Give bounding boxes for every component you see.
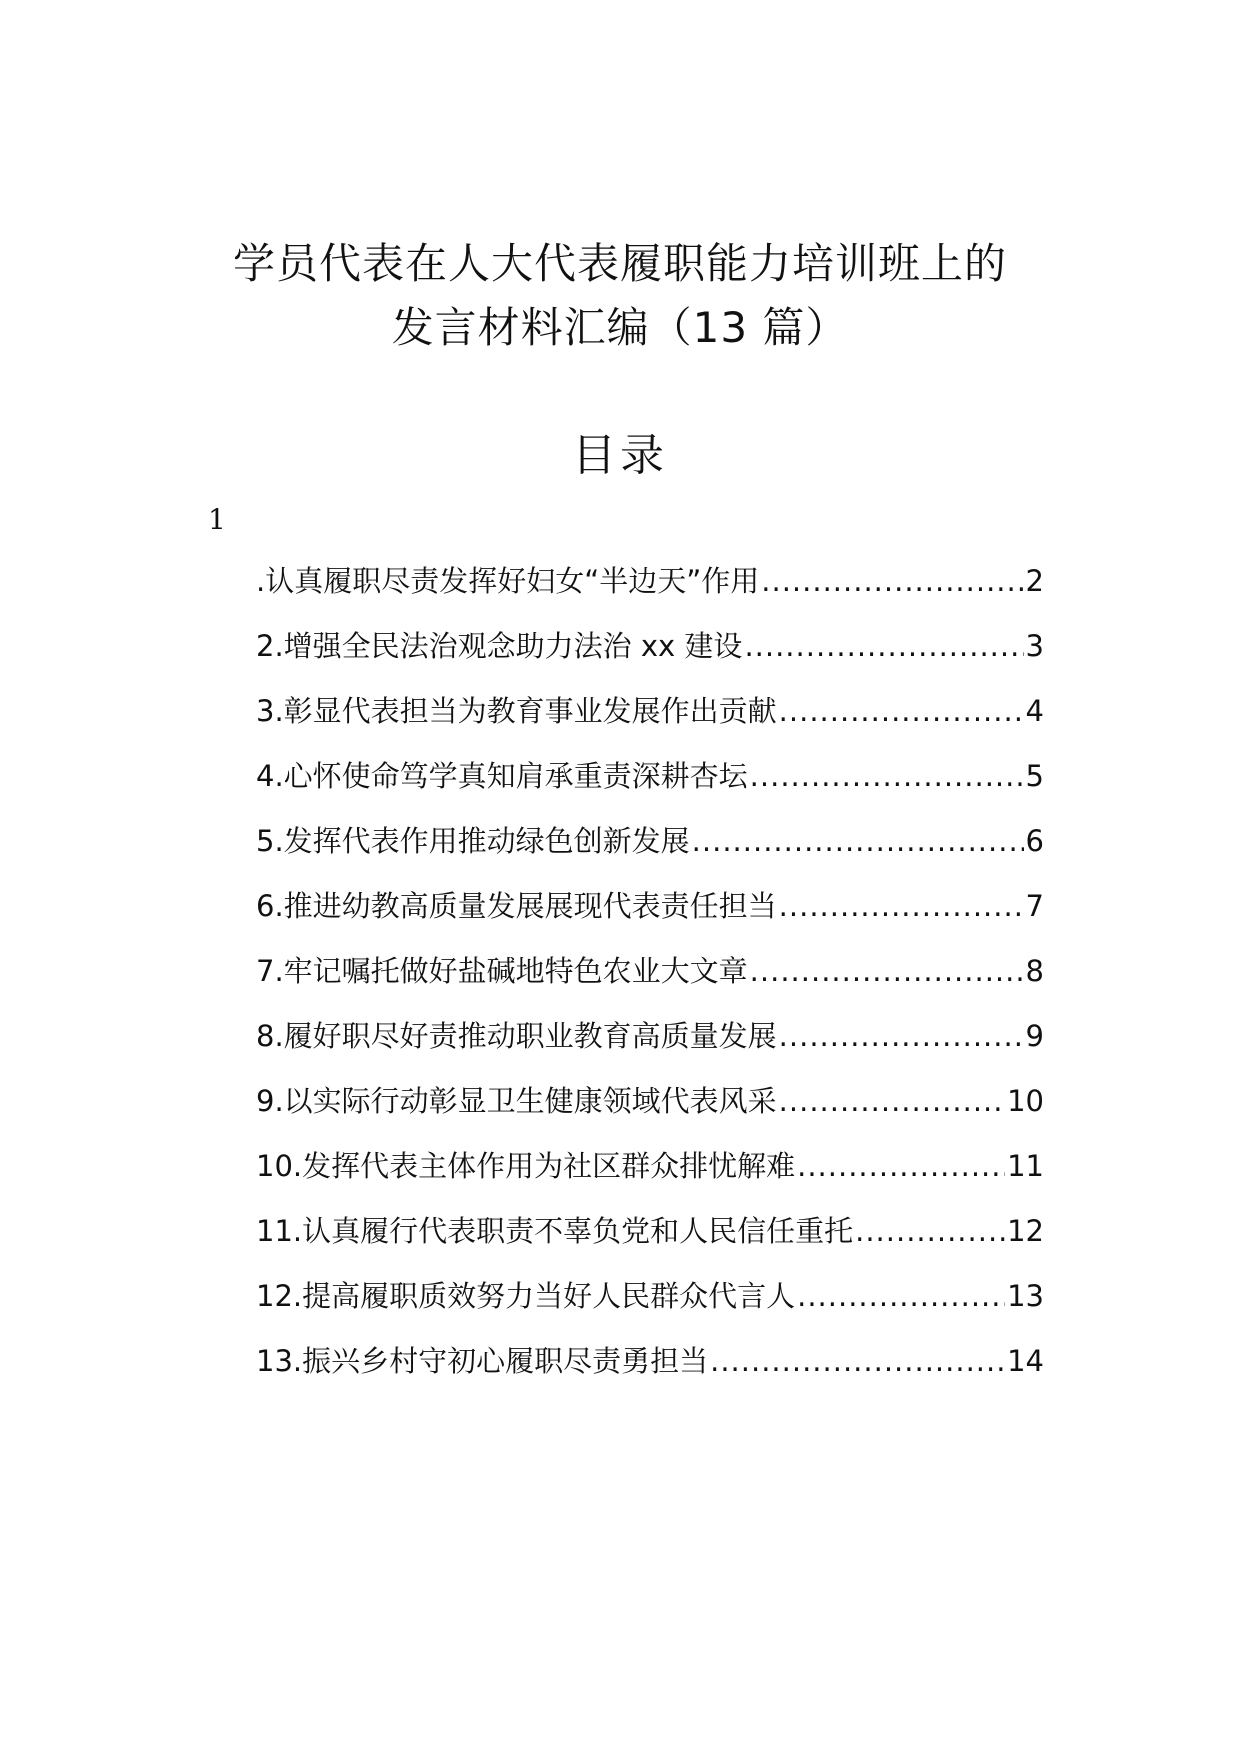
toc-leader-dots <box>750 950 1024 992</box>
toc-heading: 目录 <box>572 430 668 481</box>
toc-entry-title: 3.彰显代表担当为教育事业发展作出贡献 <box>256 694 777 728</box>
toc-entry[interactable] <box>256 1015 1044 1080</box>
toc-entry[interactable] <box>256 690 1044 755</box>
stray-page-number: 1 <box>208 503 226 536</box>
toc-leader-dots <box>797 1275 1005 1317</box>
toc-entry[interactable] <box>256 1080 1044 1145</box>
title-line-2: 发言材料汇编（13 篇） <box>391 303 849 352</box>
toc-entry-page: 2 <box>1025 564 1044 598</box>
toc-leader-dots <box>750 755 1024 797</box>
toc-entry[interactable] <box>256 755 1044 820</box>
toc-entry[interactable] <box>256 950 1044 1015</box>
toc-leader-dots <box>779 885 1024 927</box>
toc-leader-dots <box>710 1340 1005 1382</box>
table-of-contents <box>256 560 1044 1405</box>
toc-entry-title: 11.认真履行代表职责不辜负党和人民信任重托 <box>256 1214 854 1248</box>
toc-entry-page: 14 <box>1007 1344 1044 1378</box>
toc-entry[interactable] <box>256 1340 1044 1405</box>
toc-entry-title: 13.振兴乡村守初心履职尽责勇担当 <box>256 1344 709 1378</box>
toc-entry-title: 8.履好职尽好责推动职业教育高质量发展 <box>256 1019 777 1053</box>
toc-entry-title: .认真履职尽责发挥好妇女“半边天”作用 <box>256 564 760 598</box>
toc-leader-dots <box>744 625 1023 667</box>
toc-entry[interactable] <box>256 560 1044 625</box>
toc-entry-title: 6.推进幼教高质量发展展现代表责任担当 <box>256 889 777 923</box>
toc-entry[interactable] <box>256 625 1044 690</box>
toc-entry[interactable] <box>256 885 1044 950</box>
toc-entry-page: 3 <box>1025 629 1044 663</box>
toc-leader-dots <box>779 690 1024 732</box>
toc-entry[interactable] <box>256 820 1044 885</box>
toc-entry-page: 10 <box>1007 1084 1044 1118</box>
toc-entry-page: 7 <box>1025 889 1044 923</box>
toc-entry[interactable] <box>256 1275 1044 1340</box>
toc-leader-dots <box>761 560 1023 602</box>
toc-entry-page: 8 <box>1025 954 1044 988</box>
toc-entry-page: 12 <box>1007 1214 1044 1248</box>
toc-entry[interactable] <box>256 1210 1044 1275</box>
toc-leader-dots <box>855 1210 1005 1252</box>
toc-entry-title: 12.提高履职质效努力当好人民群众代言人 <box>256 1279 796 1313</box>
toc-entry-title: 9.以实际行动彰显卫生健康领域代表风采 <box>256 1084 777 1118</box>
toc-entry-page: 6 <box>1025 824 1044 858</box>
toc-leader-dots <box>692 820 1024 862</box>
toc-leader-dots <box>797 1145 1005 1187</box>
toc-leader-dots <box>779 1015 1024 1057</box>
toc-entry-page: 11 <box>1007 1149 1044 1183</box>
toc-entry-title: 10.发挥代表主体作用为社区群众排忧解难 <box>256 1149 796 1183</box>
toc-entry[interactable] <box>256 1145 1044 1210</box>
document-title <box>0 232 1240 360</box>
toc-entry-page: 9 <box>1025 1019 1044 1053</box>
toc-entry-title: 2.增强全民法治观念助力法治 xx 建设 <box>256 629 743 663</box>
toc-entry-title: 5.发挥代表作用推动绿色创新发展 <box>256 824 690 858</box>
toc-entry-title: 4.心怀使命笃学真知肩承重责深耕杏坛 <box>256 759 748 793</box>
toc-leader-dots <box>779 1080 1005 1122</box>
title-line-1: 学员代表在人大代表履职能力培训班上的 <box>232 239 1007 288</box>
toc-entry-page: 5 <box>1025 759 1044 793</box>
toc-entry-page: 13 <box>1007 1279 1044 1313</box>
toc-entry-page: 4 <box>1025 694 1044 728</box>
toc-entry-title: 7.牢记嘱托做好盐碱地特色农业大文章 <box>256 954 748 988</box>
